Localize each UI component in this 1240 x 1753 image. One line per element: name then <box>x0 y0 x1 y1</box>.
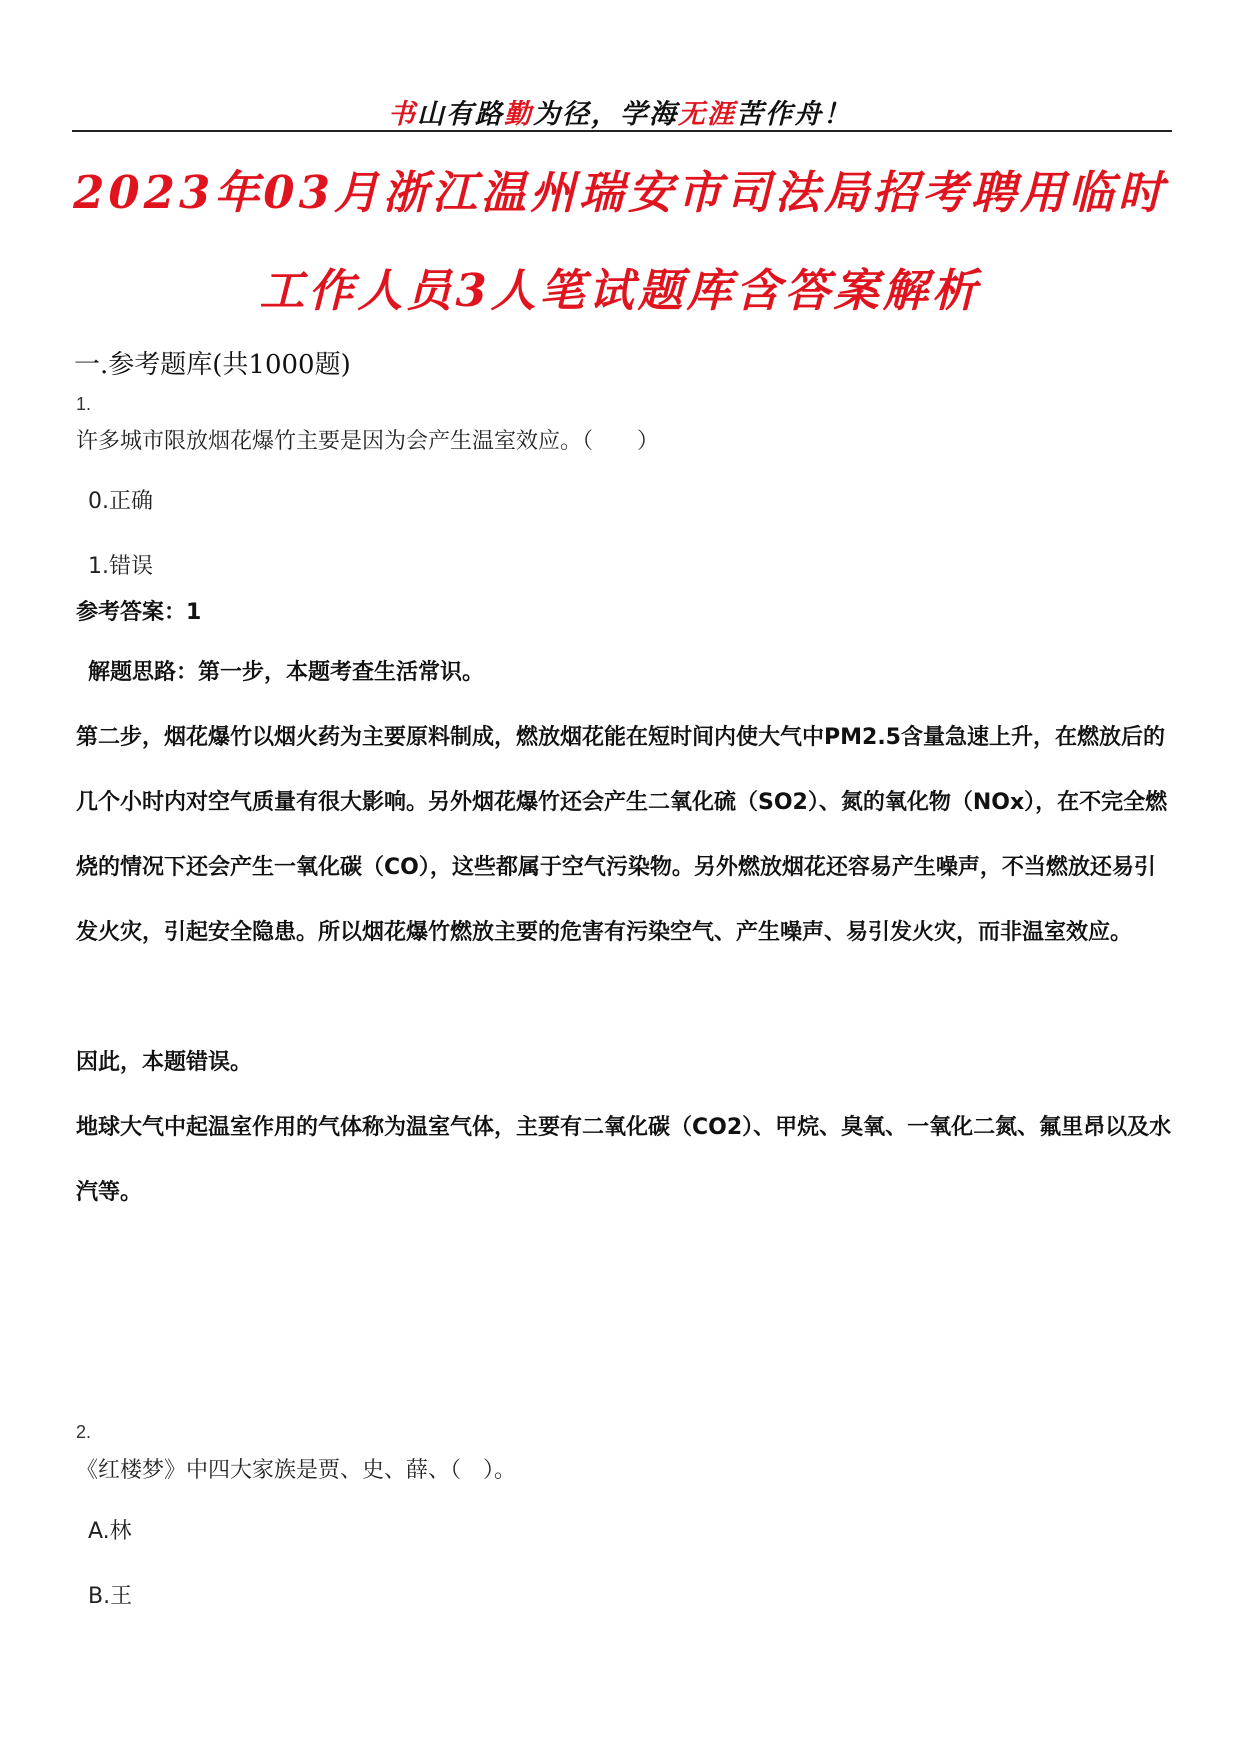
question-1-number: 1. <box>76 394 92 414</box>
header-divider <box>72 130 1172 132</box>
question-1-explanation-0: 解题思路：第一步，本题考查生活常识。 <box>88 660 485 685</box>
question-1-explanation-3: 地球大气中起温室作用的气体称为温室气体，主要有二氧化碳（CO2）、甲烷、臭氧、一氧化二氮、氟里昂以及水汽等。 <box>76 1115 1172 1205</box>
question-1-text: 许多城市限放烟花爆竹主要是因为会产生温室效应。（ ） <box>76 429 660 454</box>
header-motto <box>0 92 1240 131</box>
section-heading: 一.参考题库(共1000题) <box>74 350 351 380</box>
motto-part: 书 <box>388 99 417 130</box>
document-title-line-2: 工作人员3人笔试题库含答案解析 <box>259 264 981 317</box>
motto-part: 勤 <box>504 99 533 130</box>
document-title-line-1: 2023年03月浙江温州瑞安市司法局招考聘用临时 <box>73 166 1167 219</box>
motto-part: 苦作舟！ <box>736 99 852 130</box>
question-1-explanation-1: 第二步，烟花爆竹以烟火药为主要原料制成，燃放烟花能在短时间内使大气中PM2.5含量急速上升，在燃放后的几个小时内对空气质量有很大影响。另外烟花爆竹还会产生二氧化硫（SO2）、氮的氧化物（NOx），在不完全燃烧的情况下还会产生一氧化碳（CO），这些都属于空气污染物。另外燃放烟花还容易产生噪声，不当燃放还易引发火灾，引起安全隐患。所以烟花爆竹燃放主要的危害有污染空气、产生噪声、易引发火灾，而非温室效应。 <box>76 725 1168 945</box>
motto-part: 为径，学海 <box>533 99 678 130</box>
question-1-explanation-2: 因此，本题错误。 <box>76 1050 253 1075</box>
question-2-option-1: B.王 <box>88 1584 133 1609</box>
question-1-option-0: 0.正确 <box>88 489 153 514</box>
question-2-number: 2. <box>76 1422 92 1442</box>
question-1-option-1: 1.错误 <box>88 554 153 579</box>
question-2-text: 《红楼梦》中四大家族是贾、史、薛、（ ）。 <box>76 1458 517 1483</box>
motto-part: 无涯 <box>678 99 736 130</box>
motto-part: 山有路 <box>417 99 504 130</box>
question-1-answer: 参考答案：1 <box>76 600 202 625</box>
question-2-option-0: A.林 <box>88 1519 132 1544</box>
